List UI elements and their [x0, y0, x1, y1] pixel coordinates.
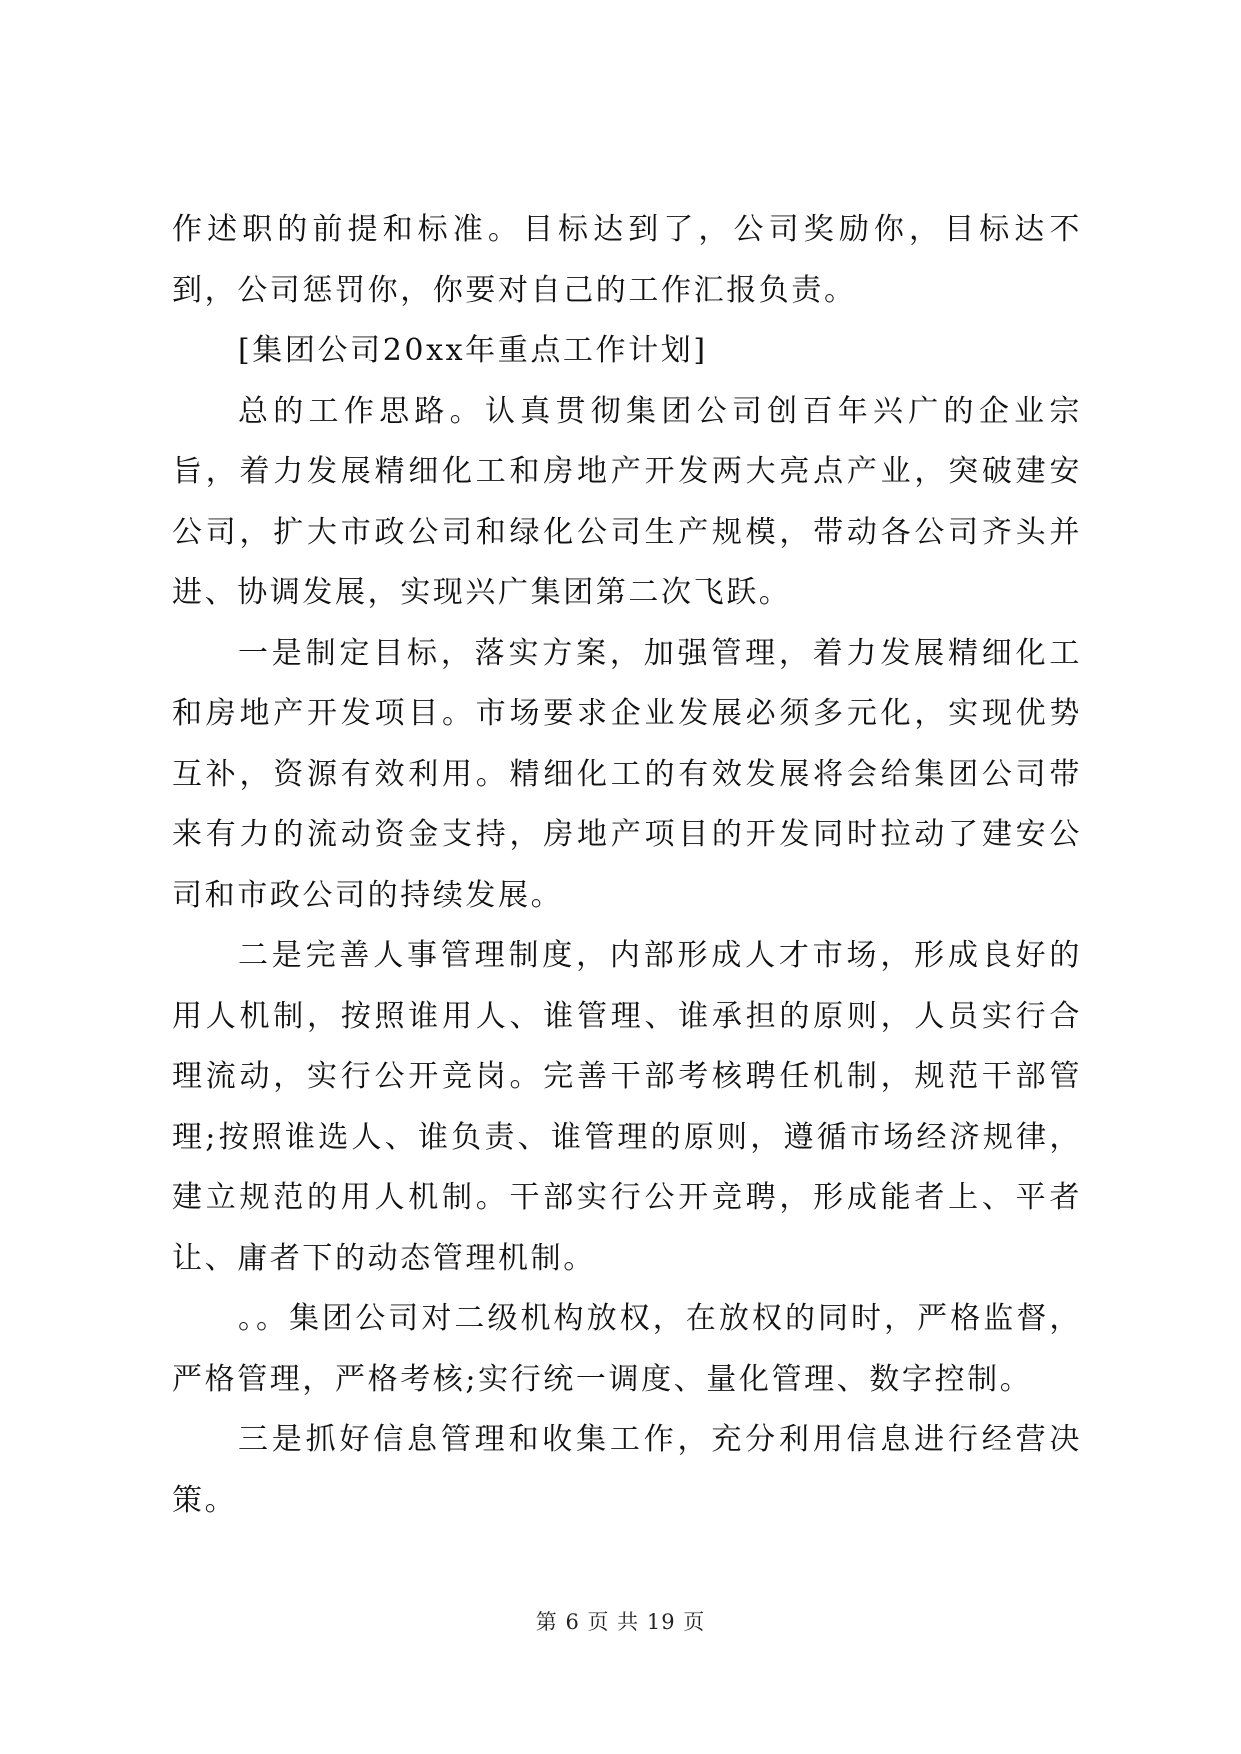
paragraph-point-two: 二是完善人事管理制度，内部形成人才市场，形成良好的用人机制，按照谁用人、谁管理、谁承担的原则，人员实行合理流动，实行公开竞岗。完善干部考核聘任机制，规范干部管理;按照谁选人、谁负责、谁管理的原则，遵循市场经济规律，建立规范的用人机制。干部实行公开竞聘，形成能者上、平者让、庸者下的动态管理机制。	[172, 938, 1082, 1276]
paragraph-delegation: 。。集团公司对二级机构放权，在放权的同时，严格监督，严格管理，严格考核;实行统一调度、量化管理、数字控制。	[172, 1301, 1082, 1397]
section-heading: [集团公司20xx年重点工作计划]	[238, 333, 708, 368]
paragraph-overall-approach: 总的工作思路。认真贯彻集团公司创百年兴广的企业宗旨，着力发展精细化工和房地产开发两大亮点产业，突破建安公司，扩大市政公司和绿化公司生产规模，带动各公司齐头并进、协调发展，实现兴广集团第二次飞跃。	[172, 393, 1082, 610]
paragraph-point-three: 三是抓好信息管理和收集工作，充分利用信息进行经营决策。	[172, 1422, 1082, 1518]
paragraph-continuation: 作述职的前提和标准。目标达到了，公司奖励你，目标达不到，公司惩罚你，你要对自己的工作汇报负责。	[172, 212, 1082, 308]
document-body	[172, 200, 1082, 1531]
page-number-footer: 第 6 页 共 19 页	[535, 1610, 706, 1634]
paragraph-point-one: 一是制定目标，落实方案，加强管理，着力发展精细化工和房地产开发项目。市场要求企业发展必须多元化，实现优势互补，资源有效利用。精细化工的有效发展将会给集团公司带来有力的流动资金支持，房地产项目的开发同时拉动了建安公司和市政公司的持续发展。	[172, 635, 1082, 913]
